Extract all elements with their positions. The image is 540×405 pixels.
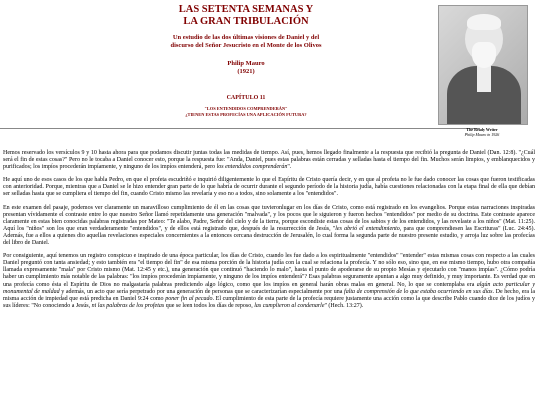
p4-text-e: que se leen todos los días de reposo, bbox=[164, 302, 255, 309]
p3-text-a: En este examen del pasaje, podemos ver claramente un maravilloso cumplimiento de él en las cosas que tuvieronlugar en los días de Cristo, como está registrado en los evangelios. Porque estas narraciones inspiradas presentan vívidamente el contraste entre lo que nuestro Señor llamó repetidamente una generación "malvada", y los pocos que le siguieron y fueron hechos "entendidos" por medio de su doctrina. Este contraste aparece claramente en estas bien conocidas palabras registradas por Mateo: "Te alabo, Padre, Señor del cielo y de la tierra, porque escondiste estas cosas de los sabios y de los entendidos, y las revelaste a los niños" (Mat. 11:25). Aquí los "niños" son los que eran verdaderamente "entendidos", y de ellos está registrado que, después de la resurrección de Jesús, " bbox=[3, 204, 535, 232]
p4-text-a: Por consiguiente, aquí tenemos un registro conspicuo e inspirado de una época particular, los días de Cristo, cuando les fue dado a los espiritualmente "entendidos" "entender" estas mismas cosas con respecto a las cuales Daniel preguntó con tanta ansiedad; y esto también era "el tiempo del fin" de esa misma porción de la historia judía con la cual se relaciona la profecía. Y no sólo eso, sino que, en ese mismo tiempo, hubo otra compañía llamada expresamente "mala" por Cristo mismo (Mat. 12:45 y etc.), una generación que continuó "haciendo lo malo", hasta el punto de apoderarse de su propio Mesías y ejecutarlo con "manos impías". ¿Cómo podría haber un cumplimiento más notable de las palabras: "los impíos procederán impíamente, y ninguno de los impíos entenderá"? Esas palabras seguramente apuntan a algo muy definido, y muy importante. Es verdad que en una profecía como ésta el Espíritu de Dios no malgastaría palabras prediciendo algo lógico, como que los impíos en general harán obras malas en general. No, lo que se contemplaba era bbox=[3, 253, 535, 288]
title-line-1: LAS SETENTA SEMANAS Y bbox=[178, 4, 314, 15]
subtitle-line-2: discurso del Señor Jesucristo en el Monte de los Olivos bbox=[170, 42, 322, 49]
portrait-collar bbox=[477, 66, 491, 92]
portrait-caption-sub: Philip Mauro in 1926 bbox=[464, 132, 500, 137]
p1-emphasis: los entendidos comprenderán bbox=[216, 164, 288, 171]
author-portrait bbox=[438, 5, 528, 125]
paragraph-3 bbox=[3, 205, 535, 248]
subtitle-line-1: Un estudio de las dos últimas visiones de Daniel y del bbox=[172, 34, 320, 41]
p4-text-d: . El cumplimiento de esta parte de la profecía requiere justamente una acción como la que describe Pablo cuando dice de los judíos y sus líderes: "No conociendo a Jesús, bbox=[3, 295, 536, 309]
author-block bbox=[96, 60, 396, 76]
paragraph-1 bbox=[3, 150, 535, 171]
portrait-caption bbox=[438, 127, 526, 137]
document-title bbox=[96, 4, 396, 28]
portrait-caption-title: The Ready Writer bbox=[466, 127, 498, 132]
portrait-hair bbox=[467, 14, 501, 30]
p3-text-b: , para que comprendiesen las Escrituras" (Luc. 24:45). Además, fue a ellos a quienes dio aquellas revelaciones especiales concernientes a la entonces cercana destrucción de Jerusalén, lo cual forma la segunda parte de nuestro presente estudio, y arroja luz sobre las profecías del libro de Daniel. bbox=[3, 225, 535, 247]
p3-emphasis: les abrió el entendimiento bbox=[335, 225, 400, 232]
chapter-body bbox=[3, 150, 535, 316]
paragraph-4 bbox=[3, 253, 535, 310]
p4-emphasis-3: poner fin al pecado bbox=[165, 295, 213, 302]
document-subtitle bbox=[96, 34, 396, 50]
p4-emphasis-2: falta de comprensión de lo que estaba ocurriendo en sus días bbox=[344, 288, 493, 295]
publication-year: (1921) bbox=[237, 68, 255, 75]
p4-text-f: " (Hech. 13:27). bbox=[324, 302, 364, 309]
chapter-subtitle bbox=[96, 106, 396, 118]
p4-text-b: y además, un acto que sería perpetrado por una generación de personas que se caracterizarían especialmente por una bbox=[59, 288, 345, 295]
paragraph-2: He aquí uno de esos casos de los que habla Pedro, en que el profeta escudriñó e inquirió diligentemente lo que el Espíritu de Cristo quería decir, y en que al profeta no le fue dado conocer las cosas que fueron testificadas con anterioridad. Porque, mientras que a Daniel se le hizo entender gran parte de lo que habría de ocurrir durante el segundo período de la historia judía, había cuestiones relacionadas con la etapa final de ella que debían ser selladas hasta que se cumpliera el tiempo del fin, cuando Cristo mismo las revelaría y eso no a todos, sino solamente a los "entendidos". bbox=[3, 177, 535, 198]
p4-text-c: . De hecho, era la misma acción de impiedad que está predicha en Daniel 9:24 como bbox=[3, 288, 536, 302]
author-name: Philip Mauro bbox=[227, 60, 265, 67]
p1-text-b: ". bbox=[287, 164, 292, 171]
chapter-subtitle-line-1: "LOS ENTENDIDOS COMPRENDERÁN" bbox=[204, 106, 288, 111]
chapter-heading: CAPÍTULO 11 bbox=[226, 95, 266, 101]
p4-emphasis-4: ni las palabras de los profetas bbox=[91, 302, 165, 309]
portrait-beard bbox=[472, 42, 496, 68]
header-divider bbox=[0, 128, 480, 129]
p1-text-a: Hemos reservado los versículos 9 y 10 hasta ahora para que podamos discutir juntas todas las medidas de tiempo. Así, pues, hemos llegado finalmente a la respuesta que recibió la pregunta de Daniel (Dan. 12:8). "¿Cuál será el fin de estas cosas?" Pero no le tocaba a Daniel conocer esto, porque la respuesta fue: "Anda, Daniel, pues estas palabras están cerradas y selladas hasta el tiempo del fin. Muchos serán limpios, y emblanquecidos y purificados; los impíos procederán impíamente, y ninguno de los impíos entenderá, pero bbox=[3, 150, 535, 171]
p4-emphasis-5: las cumplieron al condenarle bbox=[254, 302, 325, 309]
title-line-2: LA GRAN TRIBULACIÓN bbox=[183, 16, 309, 27]
chapter-subtitle-line-2: ¿TIENEN ESTAS PROFECÍAS UNA APLICACIÓN FUTURA? bbox=[185, 112, 307, 117]
p4-emphasis-1: algún acto particular y monumental de maldad bbox=[3, 281, 535, 295]
